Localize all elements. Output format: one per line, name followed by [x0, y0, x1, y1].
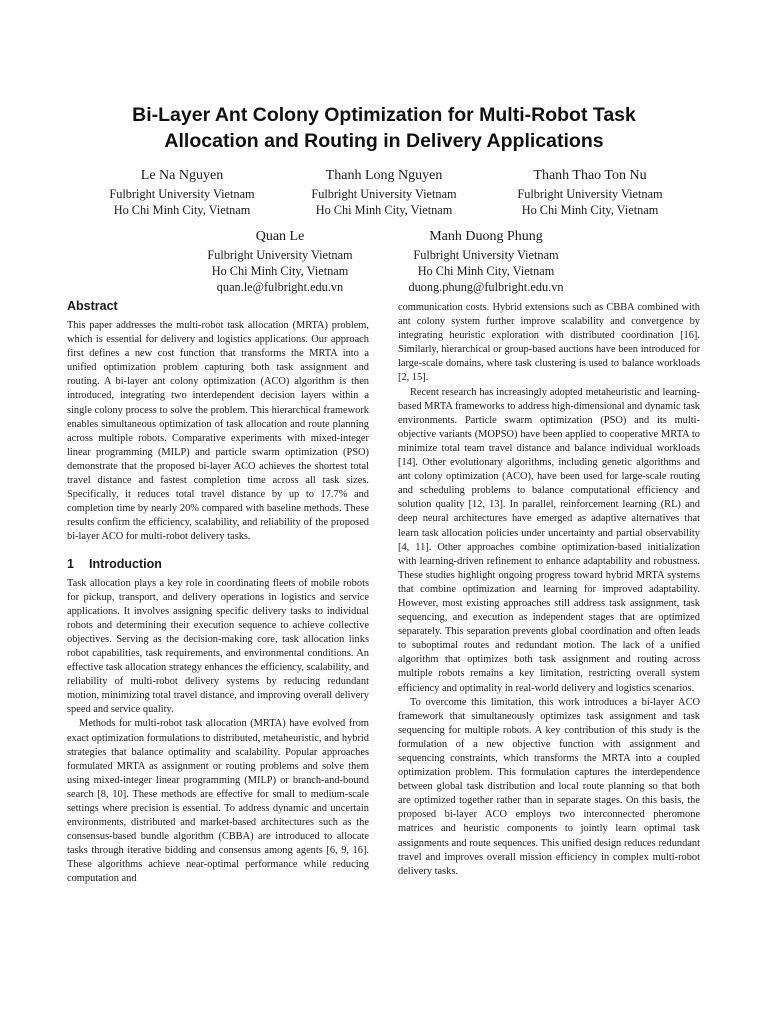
author-name: Le Na Nguyen: [140, 168, 224, 183]
title-line-2: Allocation and Routing in Delivery Applications: [164, 130, 604, 152]
title-line-1: Bi-Layer Ant Colony Optimization for Multi-Robot Task: [132, 104, 636, 126]
paragraph: Methods for multi-robot task allocation (MRTA) have evolved from exact optimization formulations to distributed, metaheuristic, and hybrid strategies that balance optimality and scalability. Popular approaches formulated MRTA as assignment or routing problems and solve them using mixed-integer linear programming (MILP) or branch-and-bound search [8, 10]. These methods are effective for small to medium-scale settings where precision is essential. To address dynamic and uncertain environments, distributed and market-based architectures such as the consensus-based bundle algorithm (CBBA) are introduced to allocate tasks through iterative bidding and consensus among agents [6, 9, 16]. These algorithms achieve near-optimal performance while reducing computation and: [67, 718, 369, 885]
paragraph: To overcome this limitation, this work introduces a bi-layer ACO framework that simultaneously optimizes task assignment and task sequencing for multiple robots. A key contribution of this study is the formulation of a new objective function with assignment and sequencing constraints, which transforms the MRTA into a coupled optimization problem. This formulation captures the interdependence between global task distribution and local route planning so that both are optimized together rather than in separate stages. On this basis, the proposed bi-layer ACO employs two interconnected pheromone matrices and heuristic components to jointly learn optimal task assignments and route sequences. This unified design reduces redundant travel and improves overall mission efficiency in complex multi-robot delivery tasks.: [398, 696, 700, 877]
abstract-heading: Abstract: [67, 299, 118, 313]
author-location: Ho Chi Minh City, Vietnam: [417, 264, 555, 278]
abstract-text: This paper addresses the multi-robot task allocation (MRTA) problem, which is essential for delivery and logistics applications. Our approach first defines a new cost function that transforms the MRTA into a unified optimization problem capturing both task assignment and routing. A bi-layer ant colony optimization (ACO) algorithm is then introduced, integrating two interdependent decision layers within a single colony process to solve the problem. This hierarchical framework enables simultaneous optimization of task allocation and route planning across multiple robots. Comparative experiments with mixed-integer linear programming (MILP) and particle swarm optimization (PSO) demonstrate that the proposed bi-layer ACO achieves the shortest total travel distance and fastest completion time across all task sizes. Specifically, it reduces total travel distance by up to 17.7% and completion time by nearly 20% compared with baseline methods. These results confirm the efficiency, scalability, and reliability of the proposed bi-layer ACO for multi-robot delivery tasks.: [67, 320, 369, 543]
paragraph: Task allocation plays a key role in coordinating fleets of mobile robots for pickup, transport, and delivery operations in logistics and service applications. It involves assigning specific delivery tasks to individual robots and determining their execution sequence to achieve collective objectives. Serving as the decision-making core, task allocation links robot capabilities, task requirements, and environmental conditions. An effective task allocation strategy enhances the efficiency, scalability, and reliability of multi-robot delivery systems by reducing redundant motion, minimizing total travel distance, and improving overall delivery speed and service quality.: [67, 577, 369, 716]
author-affiliation: Fulbright University Vietnam: [207, 248, 353, 262]
author-affiliation: Fulbright University Vietnam: [311, 187, 457, 201]
paragraph: Recent research has increasingly adopted metaheuristic and learning-based MRTA frameworks to address high-dimensional and dynamic task environments. Particle swarm optimization (PSO) and its multi-objective variants (MOPSO) have been applied to cooperative MRTA to minimize total team travel distance and balance individual workloads [14]. Other evolutionary algorithms, including genetic algorithms and ant colony optimization (ACO), have been used for large-scale routing and scheduling problems to balance computational efficiency and solution quality [12, 13]. In parallel, reinforcement learning (RL) and deep neural architectures have emerged as adaptive alternatives that learn task allocation policies under uncertainty and partial observability [4, 11]. Other approaches combine optimization-based initialization with learning-driven refinement to enhance adaptability and robustness. These studies highlight ongoing progress toward hybrid MRTA systems that combine optimization and learning for improved adaptability. However, most existing approaches still address task assignment, task sequencing, and execution as independent stages that are optimized separately. This separation prevents global coordination and often leads to suboptimal routes and redundant motion. The lack of a unified algorithm that optimizes both task assignment and routing across multiple robots remains a key limitation, restricting overall system efficiency and optimality in real-world delivery and logistics scenarios.: [398, 386, 700, 694]
section-heading: [67, 556, 369, 572]
author-location: Ho Chi Minh City, Vietnam: [113, 203, 251, 217]
author-affiliation: Fulbright University Vietnam: [413, 248, 559, 262]
author-location: Ho Chi Minh City, Vietnam: [315, 203, 453, 217]
paper-title: [60, 102, 708, 154]
author-name: Thanh Thao Ton Nu: [533, 168, 647, 183]
author-affiliation: Fulbright University Vietnam: [109, 187, 255, 201]
author-location: Ho Chi Minh City, Vietnam: [211, 264, 349, 278]
author-block: [284, 167, 484, 218]
author-block: [386, 228, 586, 295]
author-email: quan.le@fulbright.edu.vn: [216, 280, 344, 294]
author-name: Quan Le: [255, 229, 305, 244]
section-title: Introduction: [89, 556, 162, 571]
author-email: duong.phung@fulbright.edu.vn: [408, 280, 564, 294]
right-column: [398, 301, 700, 879]
author-block: [82, 167, 282, 218]
author-name: Thanh Long Nguyen: [325, 168, 443, 183]
author-block: [180, 228, 380, 295]
author-block: [490, 167, 690, 218]
section-number: 1: [67, 556, 74, 571]
author-affiliation: Fulbright University Vietnam: [517, 187, 663, 201]
author-location: Ho Chi Minh City, Vietnam: [521, 203, 659, 217]
author-name: Manh Duong Phung: [429, 229, 543, 244]
left-column: [67, 298, 369, 887]
paragraph: communication costs. Hybrid extensions such as CBBA combined with ant colony system further improve scalability and convergence by integrating heuristic exploration with distributed coordination [16]. Similarly, hierarchical or group-based auctions have been introduced for large-scale domains, where task clustering is used to balance workloads [2, 15].: [398, 302, 700, 384]
